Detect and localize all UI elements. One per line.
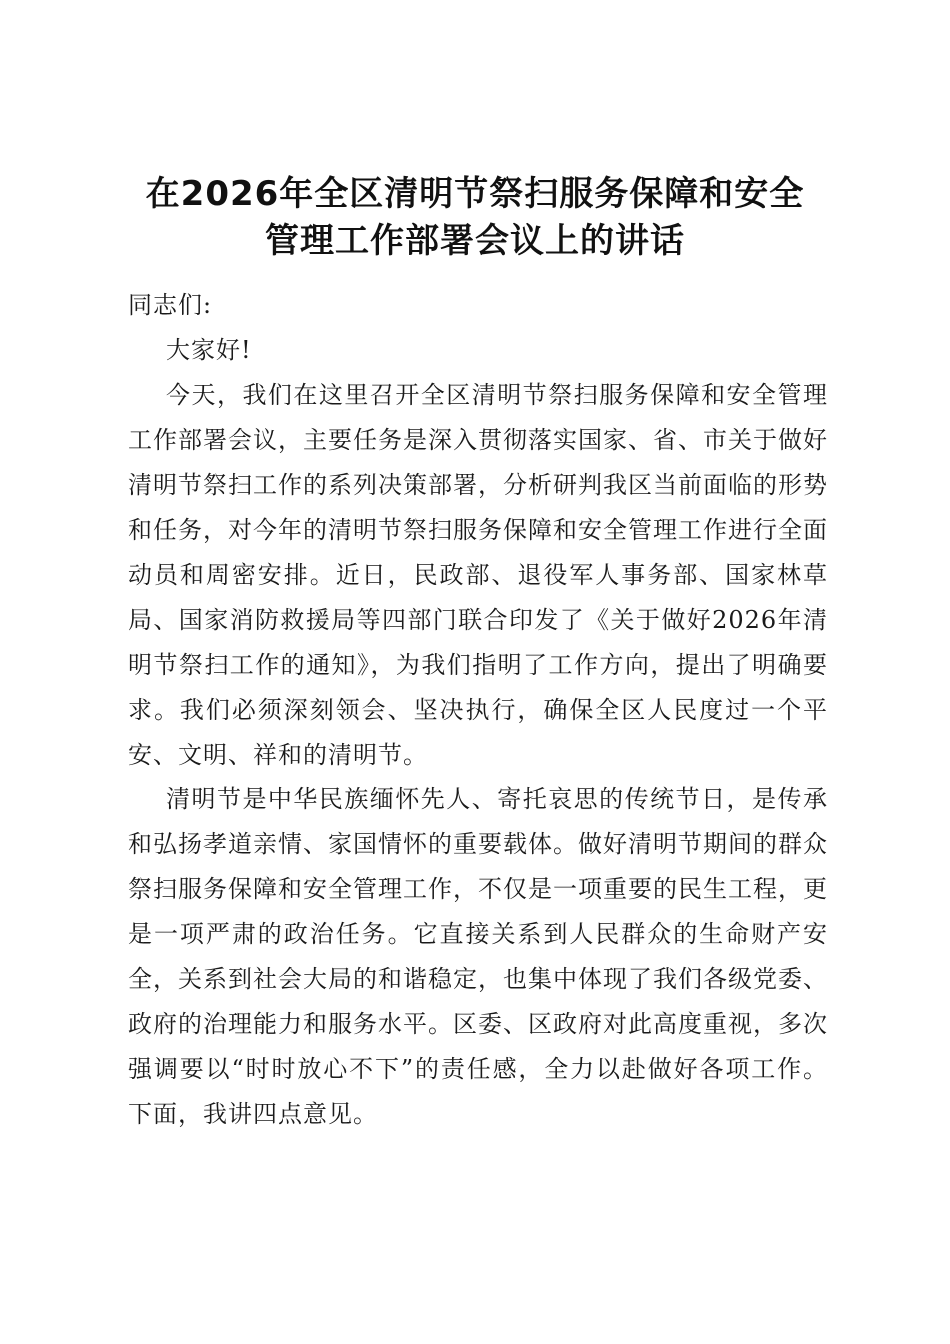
paragraph-opening: 今天，我们在这里召开全区清明节祭扫服务保障和安全管理工作部署会议，主要任务是深入贯彻落实国家、省、市关于做好清明节祭扫工作的系列决策部署，分析研判我区当前面临的形势和任务，对今年的清明节祭扫服务保障和安全管理工作进行全面动员和周密安排。近日，民政部、退役军人事务部、国家林草局、国家消防救援局等四部门联合印发了《关于做好2026年清明节祭扫工作的通知》，为我们指明了工作方向，提出了明确要求。我们必须深刻领会、坚决执行，确保全区人民度过一个平安、文明、祥和的清明节。 (128, 381, 828, 769)
paragraph-significance: 清明节是中华民族缅怀先人、寄托哀思的传统节日，是传承和弘扬孝道亲情、家国情怀的重要载体。做好清明节期间的群众祭扫服务保障和安全管理工作，不仅是一项重要的民生工程，更是一项严肃的政治任务。它直接关系到人民群众的生命财产安全，关系到社会大局的和谐稳定，也集中体现了我们各级党委、政府的治理能力和服务水平。区委、区政府对此高度重视，多次强调要以“时时放心不下”的责任感，全力以赴做好各项工作。下面，我讲四点意见。 (128, 785, 828, 1128)
salutation: 同志们: (128, 291, 213, 319)
greeting: 大家好! (166, 336, 252, 364)
document-title-line-2: 管理工作部署会议上的讲话 (265, 221, 685, 261)
document-title-line-1: 在2026年全区清明节祭扫服务保障和安全 (145, 174, 805, 214)
